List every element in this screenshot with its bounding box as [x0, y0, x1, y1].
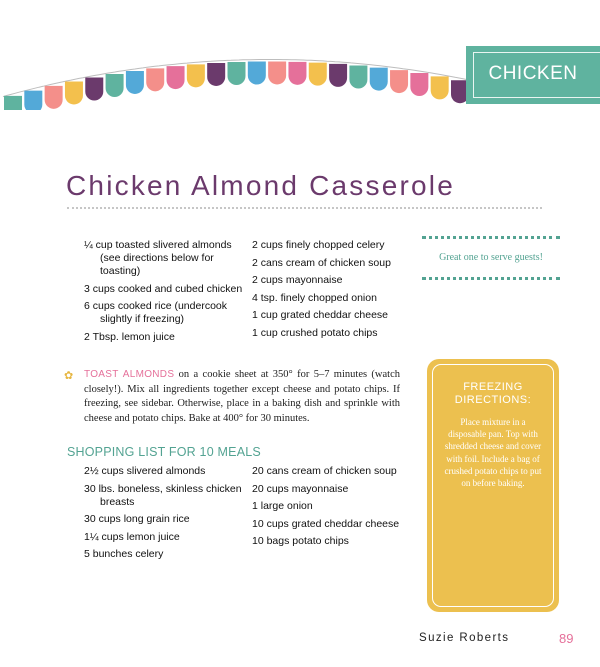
bunting-flag	[85, 78, 103, 101]
list-item	[84, 465, 249, 478]
list-item-text: 20 cans cream of chicken soup	[252, 465, 397, 477]
list-item	[252, 500, 422, 513]
recipe-title: Chicken Almond Casserole	[66, 170, 455, 201]
bunting-flag	[106, 74, 124, 97]
bunting-flag	[248, 62, 266, 85]
freezing-title-line2: DIRECTIONS:	[454, 394, 532, 406]
bunting-flag	[24, 91, 42, 110]
shopping-list-right	[252, 465, 422, 553]
side-note-text: Great one to serve guests!	[439, 252, 543, 263]
list-item-continuation: breasts	[100, 495, 135, 508]
list-item	[84, 331, 249, 344]
directions-highlight: TOAST ALMONDS	[84, 369, 175, 380]
list-item-text: 6 cups cooked rice (undercook	[84, 300, 227, 312]
page-number: 89	[559, 631, 574, 646]
list-item	[252, 309, 417, 322]
bunting-flag	[65, 81, 83, 104]
list-item	[84, 483, 249, 509]
list-item-text: 30 lbs. boneless, skinless chicken	[84, 482, 242, 495]
bunting-flag	[126, 71, 144, 94]
list-item-continuation: toasting)	[100, 265, 141, 277]
shopping-list-left	[84, 465, 249, 566]
list-item-text: 2 cups mayonnaise	[252, 274, 343, 286]
list-item-text: 2 cans cream of chicken soup	[252, 256, 391, 269]
list-item	[252, 465, 422, 478]
list-item	[252, 257, 417, 270]
bunting-flag	[390, 70, 408, 93]
list-item-text: 2½ cups slivered almonds	[84, 465, 206, 477]
side-note	[422, 236, 560, 280]
freezing-title-line1: FREEZING	[463, 381, 523, 393]
footer-author: Suzie Roberts	[419, 632, 510, 644]
bunting-flag	[167, 66, 185, 89]
bunting-flag	[349, 66, 367, 89]
list-item-text: 10 bags potato chips	[252, 535, 349, 547]
list-item	[252, 327, 417, 340]
list-item-text: 1¼ cups lemon juice	[84, 530, 180, 543]
list-item	[252, 292, 417, 305]
bunting-flag	[4, 96, 22, 110]
list-item	[252, 535, 422, 548]
list-item-text: 1 cup grated cheddar cheese	[252, 309, 389, 321]
list-item	[84, 283, 249, 296]
list-item	[84, 548, 249, 561]
section-tab-label: CHICKEN	[488, 63, 578, 84]
bunting-flag	[309, 63, 327, 86]
list-item	[84, 300, 249, 326]
freezing-text: Place mixture in a disposable pan. Top with shredded cheese and cover with foil. Include a bag of crushed potato chips to put on before baking.	[444, 417, 542, 489]
list-item-text: 30 cups long grain rice	[84, 513, 190, 525]
title-divider	[67, 207, 542, 209]
list-item-text: ¼ cup toasted slivered almonds	[84, 239, 232, 251]
freezing-directions-panel	[427, 359, 559, 612]
list-item-text: 2 cups finely chopped celery	[252, 239, 385, 251]
bunting-flag	[45, 86, 63, 109]
bunting-flag	[431, 76, 449, 99]
list-item	[252, 274, 417, 287]
list-item-text: 2 Tbsp. lemon juice	[84, 330, 175, 343]
list-item-text: 1 cup crushed potato chips	[252, 326, 378, 339]
bunting-flag	[228, 62, 246, 85]
freezing-title	[427, 381, 559, 407]
list-item	[252, 518, 422, 531]
bunting-flag	[268, 61, 286, 84]
list-item	[252, 239, 417, 252]
list-item-text: 20 cups mayonnaise	[252, 482, 349, 495]
directions-paragraph	[84, 368, 400, 426]
bunting-flag	[146, 68, 164, 91]
section-tab	[466, 46, 600, 104]
side-note-bottom-divider	[422, 277, 560, 280]
flower-bullet-icon: ✿	[64, 370, 74, 382]
list-item-continuation: slightly if freezing)	[100, 313, 185, 325]
bunting-flag	[370, 68, 388, 91]
list-item-continuation: (see directions below for	[100, 252, 214, 264]
bunting-flag	[329, 64, 347, 87]
ingredients-left	[84, 239, 249, 348]
bunting-flag	[187, 64, 205, 87]
list-item-text: 1 large onion	[252, 500, 313, 512]
list-item-text: 5 bunches celery	[84, 548, 164, 560]
list-item	[84, 531, 249, 544]
shopping-list-heading: SHOPPING LIST FOR 10 MEALS	[67, 445, 261, 459]
list-item-text: 10 cups grated cheddar cheese	[252, 517, 400, 530]
list-item-text: 4 tsp. finely chopped onion	[252, 291, 377, 304]
list-item	[84, 513, 249, 526]
bunting-flag	[288, 62, 306, 85]
list-item	[252, 483, 422, 496]
list-item-text: 3 cups cooked and cubed chicken	[84, 282, 243, 295]
bunting-flag	[410, 73, 428, 96]
list-item	[84, 239, 249, 278]
bunting-flag	[207, 63, 225, 86]
side-note-top-divider	[422, 236, 560, 239]
directions-text: on a cookie sheet at 350° for 5–7 minutes (watch closely!). Mix all ingredients together except cheese and potato chips. If freezing, see sidebar. Otherwise, place in a baking dish and sprinkle with cheese and potato chips. Bake at 400° for 30 minutes.	[84, 369, 400, 424]
ingredients-right	[252, 239, 417, 344]
